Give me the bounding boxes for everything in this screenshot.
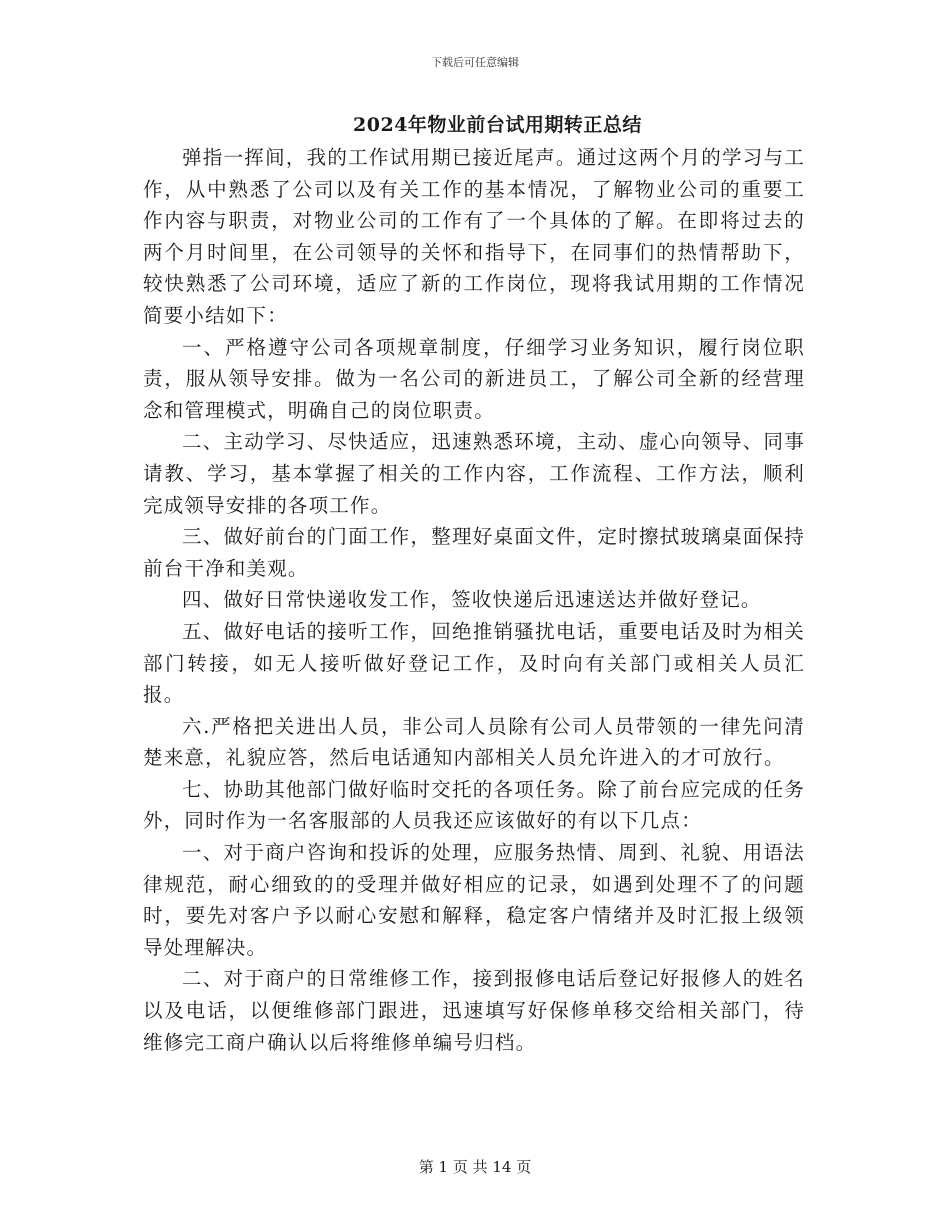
paragraph-subitem-2: 二、对于商户的日常维修工作，接到报修电话后登记好报修人的姓名以及电话，以便维修部门跟进，迅速填写好保修单移交给相关部门，待维修完工商户确认以后将维修单编号归档。 [143, 967, 805, 1054]
paragraph-item-3: 三、做好前台的门面工作，整理好桌面文件，定时擦拭玻璃桌面保持前台干净和美观。 [143, 525, 805, 580]
paragraph-item-6: 六.严格把关进出人员，非公司人员除有公司人员带领的一律先问清楚来意，礼貌应答，然后电话通知内部相关人员允许进入的才可放行。 [143, 714, 805, 770]
document-title: 2024年物业前台试用期转正总结 [353, 114, 642, 136]
paragraph-subitem-1: 一、对于商户咨询和投诉的处理，应服务热情、周到、礼貌、用语法律规范，耐心细致的的受理并做好相应的记录，如遇到处理不了的问题时，要先对客户予以耐心安慰和解释，稳定客户情绪并及时汇报上级领导处理解决。 [143, 841, 805, 959]
paragraph-item-1: 一、严格遵守公司各项规章制度，仔细学习业务知识，履行岗位职责，服从领导安排。做为一名公司的新进员工，了解公司全新的经营理念和管理模式，明确自己的岗位职责。 [143, 335, 805, 422]
header-note: 下载后可任意编辑 [431, 56, 519, 69]
paragraph-intro: 弹指一挥间，我的工作试用期已接近尾声。通过这两个月的学习与工作，从中熟悉了公司以及有关工作的基本情况，了解物业公司的重要工作内容与职责，对物业公司的工作有了一个具体的了解。在即将过去的两个月时间里，在公司领导的关怀和指导下，在同事们的热情帮助下，较快熟悉了公司环境，适应了新的工作岗位，现将我试用期的工作情况简要小结如下： [143, 146, 805, 327]
document-body [143, 142, 805, 1058]
paragraph-item-4: 四、做好日常快递收发工作，签收快递后迅速送达并做好登记。 [182, 588, 762, 612]
paragraph-item-7: 七、协助其他部门做好临时交托的各项任务。除了前台应完成的任务外，同时作为一名客服部的人员我还应该做好的有以下几点： [143, 777, 805, 833]
paragraph-item-5: 五、做好电话的接听工作，回绝推销骚扰电话，重要电话及时为相关部门转接，如无人接听做好登记工作，及时向有关部门或相关人员汇报。 [143, 619, 805, 707]
page-number: 第 1 页 共 14 页 [418, 1158, 532, 1176]
paragraph-item-2: 二、主动学习、尽快适应，迅速熟悉环境，主动、虚心向领导、同事请教、学习，基本掌握了相关的工作内容，工作流程、工作方法，顺利完成领导安排的各项工作。 [143, 430, 805, 517]
